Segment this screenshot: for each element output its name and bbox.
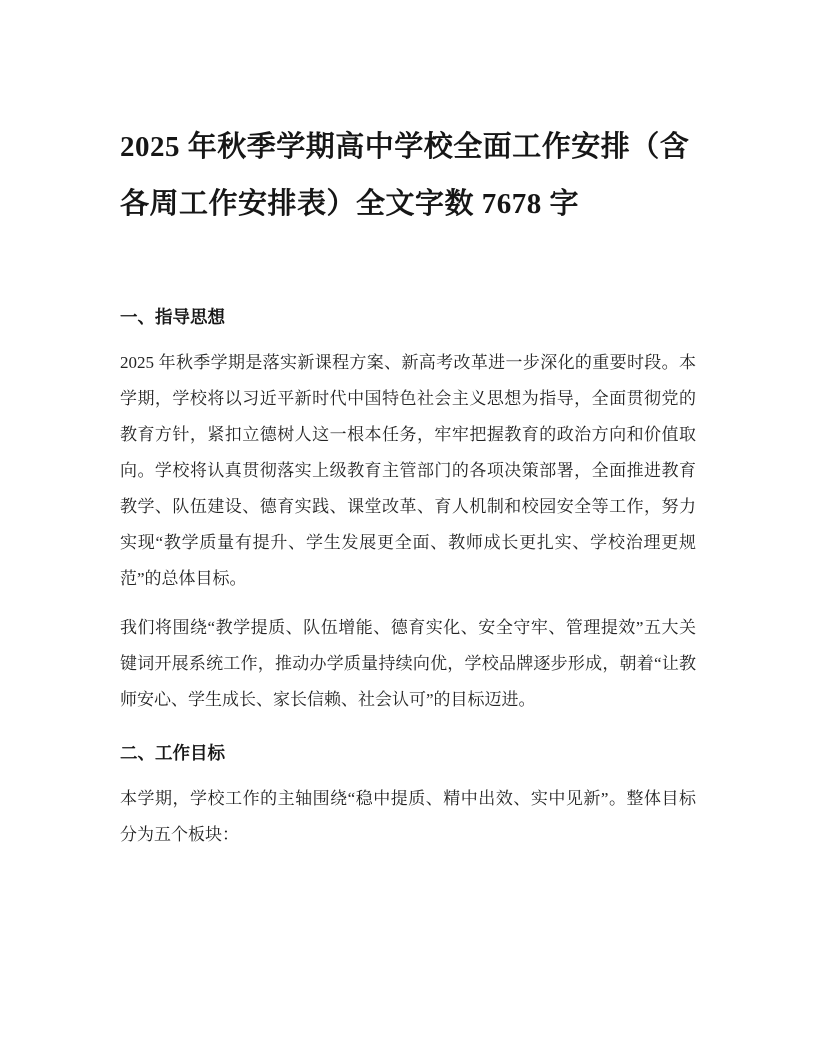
- section-heading-work-goals: 二、工作目标: [120, 743, 225, 763]
- section-heading-guiding-ideology: 一、指导思想: [120, 307, 225, 327]
- paragraph: 2025 年秋季学期是落实新课程方案、新高考改革进一步深化的重要时段。本学期，学校将以习近平新时代中国特色社会主义思想为指导，全面贯彻党的教育方针，紧扣立德树人这一根本任务，牢牢把握教育的政治方向和价值取向。学校将认真贯彻落实上级教育主管部门的各项决策部署，全面推进教育教学、队伍建设、德育实践、课堂改革、育人机制和校园安全等工作，努力实现“教学质量有提升、学生发展更全面、教师成长更扎实、学校治理更规范”的总体目标。: [120, 353, 696, 588]
- paragraph: 本学期，学校工作的主轴围绕“稳中提质、精中出效、实中见新”。整体目标分为五个板块：: [120, 789, 696, 844]
- paragraph: 我们将围绕“教学提质、队伍增能、德育实化、安全守牢、管理提效”五大关键词开展系统工作，推动办学质量持续向优，学校品牌逐步形成，朝着“让教师安心、学生成长、家长信赖、社会认可”的目标迈进。: [120, 618, 696, 709]
- document-title: 2025 年秋季学期高中学校全面工作安排（含各周工作安排表）全文字数 7678 字: [120, 131, 690, 220]
